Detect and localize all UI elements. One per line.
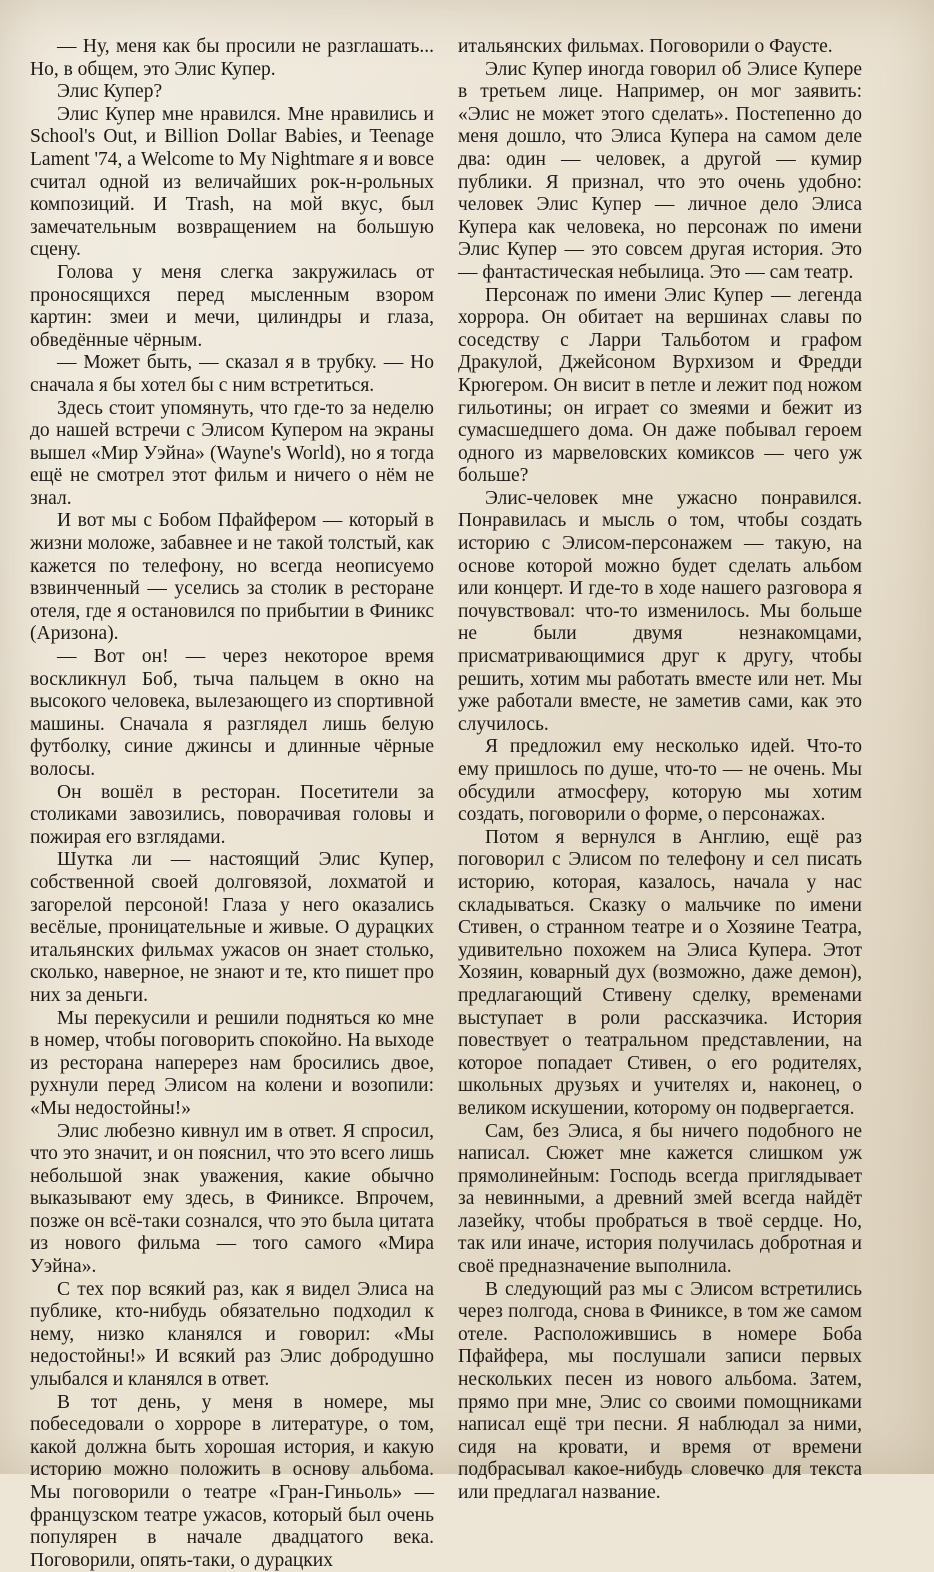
paragraph: В следующий раз мы с Элисом встретились через полгода, снова в Финиксе, в том же самом отеле. Расположившись в номере Боба Пфайфера, мы послушали записи первых нескольких песен из нового альбома. Затем, прямо при мне, Элис со своими помощниками написал ещё три песни. Я наблюдал за ними, сидя на кровати, и время от времени подбрасывал какое-нибудь словечко для текста или предлагал название. (458, 1278, 862, 1503)
left-text-column (30, 36, 434, 1572)
paragraph: Голова у меня слегка закружилась от проносящихся перед мысленным взором картин: змеи и мечи, цилиндры и глаза, обведённые чёрным. (30, 261, 434, 351)
paragraph: Здесь стоит упомянуть, что где-то за неделю до нашей встречи с Элисом Купером на экраны вышел «Мир Уэйна» (Wayne's World), но я тогда ещё не смотрел этот фильм и ничего о нём не знал. (30, 397, 434, 509)
paragraph: Персонаж по имени Элис Купер — легенда хоррора. Он обитает на вершинах славы по соседству с Ларри Тальботом и графом Дракулой, Джейсоном Вурхизом и Фредди Крюгером. Он висит в петле и лежит под ножом гильотины; он играет со змеями и бежит из сумасшедшего дома. Он даже побывал героем одного из марвеловских комиксов — чего уж больше? (458, 284, 862, 487)
paragraph-continuation: итальянских фильмах. Поговорили о Фаусте. (458, 36, 833, 57)
paragraph: Элис любезно кивнул им в ответ. Я спросил, что это значит, и он пояснил, что это всего лишь небольшой знак уважения, какие обычно выказывают ему здесь, в Финиксе. Впрочем, позже он всё-таки сознался, что это была цитата из нового фильма — того самого «Мира Уэйна». (30, 1120, 434, 1278)
paragraph: Элис Купер? (57, 81, 163, 103)
paragraph: Элис Купер иногда говорил об Элисе Купере в третьем лице. Например, он мог заявить: «Элис не может этого сделать». Постепенно до меня дошло, что Элиса Купера на самом деле два: один — человек, а другой — кумир публики. Я признал, что это очень удобно: человек Элис Купер — личное дело Элиса Купера как человека, но персонаж по имени Элис Купер — это совсем другая история. Это — фантастическая небылица. Это — сам театр. (458, 58, 862, 283)
right-text-column (458, 36, 862, 1505)
paragraph: С тех пор всякий раз, как я видел Элиса на публике, кто-нибудь обязательно подходил к нему, низко кланялся и говорил: «Мы недостойны!» И всякий раз Элис добродушно улыбался и кланялся в ответ. (30, 1278, 434, 1391)
paragraph: Мы перекусили и решили подняться ко мне в номер, чтобы поговорить спокойно. На выходе из ресторана наперерез нам бросились двое, рухнули перед Элисом на колени и возопили: «Мы недостойны!» (30, 1007, 434, 1119)
paragraph: Элис Купер мне нравился. Мне нравились и School's Out, и Billion Dollar Babies, и Teenage Lament '74, а Welcome to My Nightmare я и вовсе считал одной из величайших рок-н-рольных композиций. И Trash, на мой вкус, был замечательным возвращением на большую сцену. (30, 103, 434, 261)
paragraph: Он вошёл в ресторан. Посетители за столиками завозились, поворачивая головы и пожирая его взглядами. (30, 781, 434, 848)
paragraph: Я предложил ему несколько идей. Что-то ему пришлось по душе, что-то — не очень. Мы обсудили атмосферу, которую мы хотим создать, поговорили о форме, о персонажах. (458, 736, 862, 826)
paragraph: Элис-человек мне ужасно понравился. Понравилась и мысль о том, чтобы создать историю с Элисом-персонажем — такую, на основе которой можно будет сделать альбом или концерт. И где-то в ходе нашего разговора я почувствовал: что-то изменилось. Мы больше не были двумя незнакомцами, присматривающимися друг к другу, чтобы решить, хотим мы работать вместе или нет. Мы уже работали вместе, не заметив сами, как это случилось. (458, 487, 862, 735)
paragraph: Потом я вернулся в Англию, ещё раз поговорил с Элисом по телефону и сел писать историю, которая, казалось, начала у нас складываться. Сказку о мальчике по имени Стивен, о странном театре и о Хозяине Театра, удивительно похожем на Элиса Купера. Этот Хозяин, коварный дух (возможно, даже демон), предлагающий Стивену сделку, временами выступает в роли рассказчика. История повествует о театральном представлении, на которое попадает Стивен, о его родителях, школьных друзьях и учителях и, наконец, о великом искушении, которому он подвергается. (458, 826, 862, 1119)
paragraph: Шутка ли — настоящий Элис Купер, собственной своей долговязой, лохматой и загорелой персоной! Глаза у него оказались весёлые, проницательные и живые. О дурацких итальянских фильмах ужасов он знает столько, сколько, наверное, не знают и те, кто пишет про них за деньги. (30, 849, 434, 1006)
paragraph: И вот мы с Бобом Пфайфером — который в жизни моложе, забавнее и не такой толстый, как кажется по телефону, но всегда неописуемо взвинченный — уселись за столик в ресторане отеля, где я остановился по прибытии в Финикс (Аризона). (30, 510, 434, 645)
paragraph: Сам, без Элиса, я бы ничего подобного не написал. Сюжет мне кажется слишком уж прямолинейным: Господь всегда приглядывает за невинными, а древний змей всегда найдёт лазейку, чтобы пробраться в твоё сердце. Но, так или иначе, история получилась добротная и своё предназначение выполнила. (458, 1120, 862, 1278)
paragraph: — Ну, меня как бы просили не разглашать... Но, в общем, это Элис Купер. (30, 36, 434, 80)
paragraph: — Может быть, — сказал я в трубку. — Но сначала я бы хотел бы с ним встретиться. (30, 352, 434, 396)
paragraph: В тот день, у меня в номере, мы побеседовали о хорроре в литературе, о том, какой должна быть хорошая история, и какую историю можно положить в основу альбома. Мы поговорили о театре «Гран-Гиньоль» — французском театре ужасов, который был очень популярен в начале двадцатого века. Поговорили, опять-таки, о дурацких (30, 1391, 434, 1571)
paragraph: — Вот он! — через некоторое время воскликнул Боб, тыча пальцем в окно на высокого человека, вылезающего из спортивной машины. Сначала я разглядел лишь белую футболку, синие джинсы и длинные чёрные волосы. (30, 646, 434, 780)
